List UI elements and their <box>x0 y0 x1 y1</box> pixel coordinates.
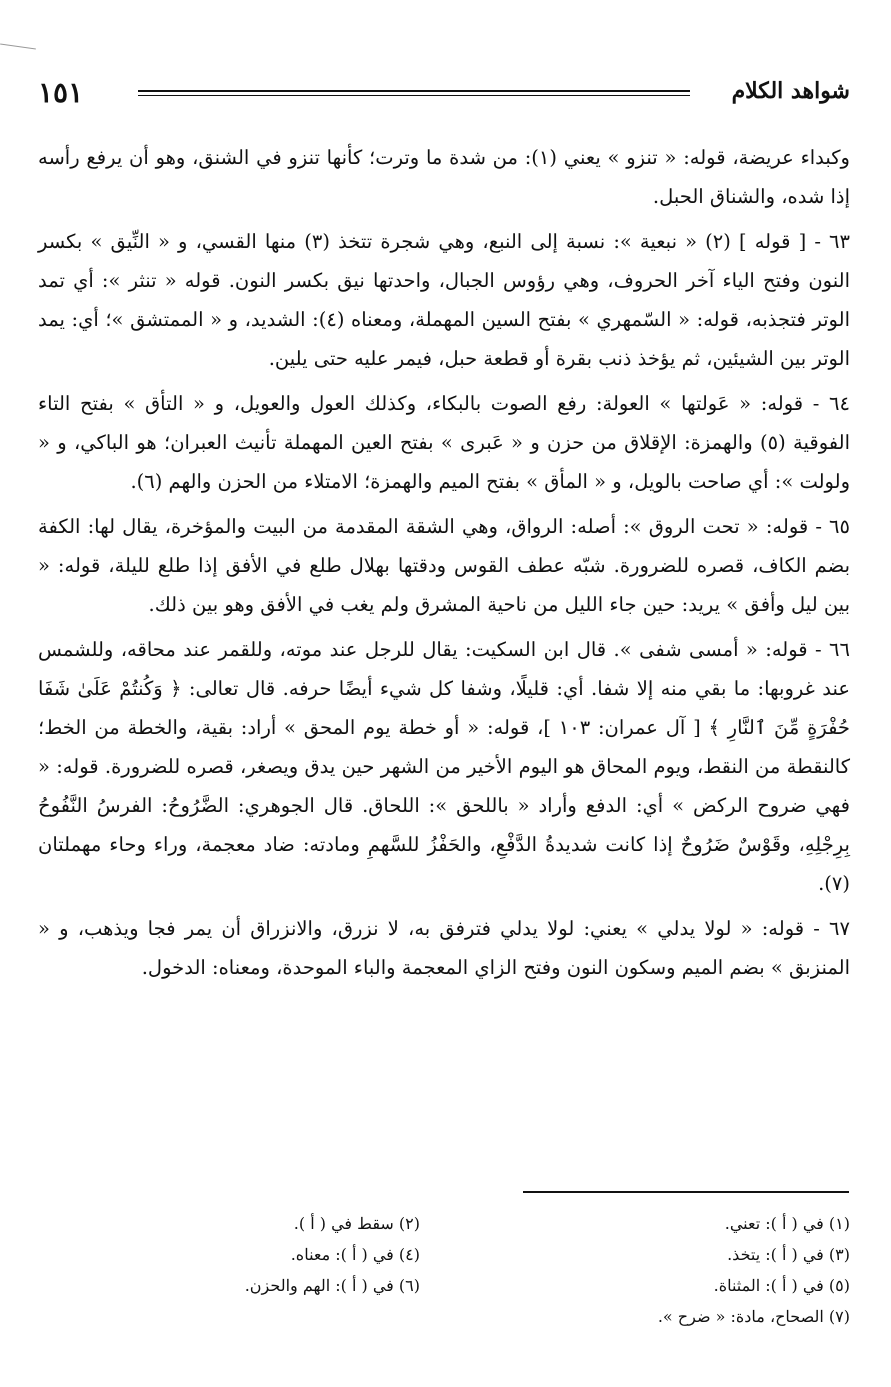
footnote-divider <box>523 1191 849 1193</box>
footnote: (٤) في ( أ ): معناه. <box>290 1245 420 1264</box>
footnote: (٢) سقط في ( أ ). <box>293 1214 420 1233</box>
main-text <box>38 138 850 993</box>
header-rule <box>138 90 690 92</box>
header-title: شواهد الكلام <box>731 78 850 104</box>
scan-edge-mark <box>0 43 36 49</box>
paragraph: وكبداء عريضة، قوله: « تنزو » يعني (١): من شدة ما وترت؛ كأنها تنزو في الشنق، وهو أن يرفع رأسه إذا شده، والشناق الحبل. <box>38 146 850 208</box>
page-number: ١٥١ <box>38 76 84 109</box>
footnote: (١) في ( أ ): تعني. <box>724 1214 850 1233</box>
paragraph: ٦٥ - قوله: « تحت الروق »: أصله: الرواق، وهي الشقة المقدمة من البيت والمؤخرة، يقال لها: الكفة بضم الكاف، قصره للضرورة. شبّه عطف القوس ودقتها بهلال طلع في الأفق إذا طلع لليلة، قوله: « بين ليل وأفق » يريد: حين جاء الليل من ناحية المشرق ولم يغب في الأفق وهو بين ذلك. <box>38 515 850 616</box>
footnote: (٥) في ( أ ): المثناة. <box>713 1276 850 1295</box>
footnote: (٣) في ( أ ): يتخذ. <box>727 1245 850 1264</box>
paragraph: ٦٣ - [ قوله ] (٢) « نبعية »: نسبة إلى النبع، وهي شجرة تتخذ (٣) منها القسي، و « النِّيق » بكسر النون وفتح الياء آخر الحروف، وهي رؤوس الجبال، واحدتها نيق بكسر النون. قوله « تنثر »: أي تمد الوتر فتجذبه، قوله: « السّمهري » بفتح السين المهملة، ومعناه (٤): الشديد، و « الممتشق »؛ أي: يمد الوتر بين الشيئين، ثم يؤخذ ذنب بقرة أو قطعة حبل، فيمر عليه حتى يلين. <box>38 230 850 370</box>
footnote: (٦) في ( أ ): الهم والحزن. <box>244 1276 420 1295</box>
running-header <box>38 74 850 118</box>
paragraph: ٦٦ - قوله: « أمسى شفى ». قال ابن السكيت: يقال للرجل عند موته، وللقمر عند محاقه، وللشمس عند غروبها: ما بقي منه إلا شفا. أي: قليلًا، وشفا كل شيء أيضًا حرفه. قال تعالى: ﴿ وَكُنتُمْ عَلَىٰ شَفَا حُفْرَةٍ مِّنَ ٱلنَّارِ ﴾ [ آل عمران: ١٠٣ ]، قوله: « أو خطة يوم المحق » أراد: بقية، والخطة من الخط؛ كالنقطة من النقط، ويوم المحاق هو اليوم الأخير من الشهر حين يدق ويصغر، قصره للضرورة. قوله: « فهي ضروح الركض » أي: الدفع وأراد « باللحق »: اللحاق. قال الجوهري: الضَّرُوحُ: الفرسُ النَّفُوحُ بِرِجْلِهِ، وقَوْسٌ ضَرُوحٌ إذا كانت شديدةُ الدَّفْعِ، والحَفْزُ للسَّهمِ ومادته: ضاد معجمة، وراء وحاء مهملتان (٧). <box>38 638 850 895</box>
paragraph: ٦٧ - قوله: « لولا يدلي » يعني: لولا يدلي فترفق به، لا نزرق، والانزراق أن يمر فجا ويذهب، و « المنزبق » بضم الميم وسكون النون وفتح الزاي المعجمة والباء الموحدة، ومعناه: الدخول. <box>38 917 850 979</box>
paragraph: ٦٤ - قوله: « عَولتها » العولة: رفع الصوت بالبكاء، وكذلك العول والعويل، و « التأق » بفتح التاء الفوقية (٥) والهمزة: الإقلاق من حزن و « عَبرى » بفتح العين المهملة تأنيث العبران؛ هو الباكي، و « ولولت »: أي صاحت بالويل، و « المأق » بفتح الميم والهمزة؛ الامتلاء من الحزن والهم (٦). <box>38 392 851 493</box>
footnotes-left-column <box>120 1208 420 1301</box>
footnote: (٧) الصحاح، مادة: « ضرح ». <box>657 1307 850 1326</box>
header-rule-thin <box>138 95 690 96</box>
footnotes-right-column <box>510 1208 850 1332</box>
